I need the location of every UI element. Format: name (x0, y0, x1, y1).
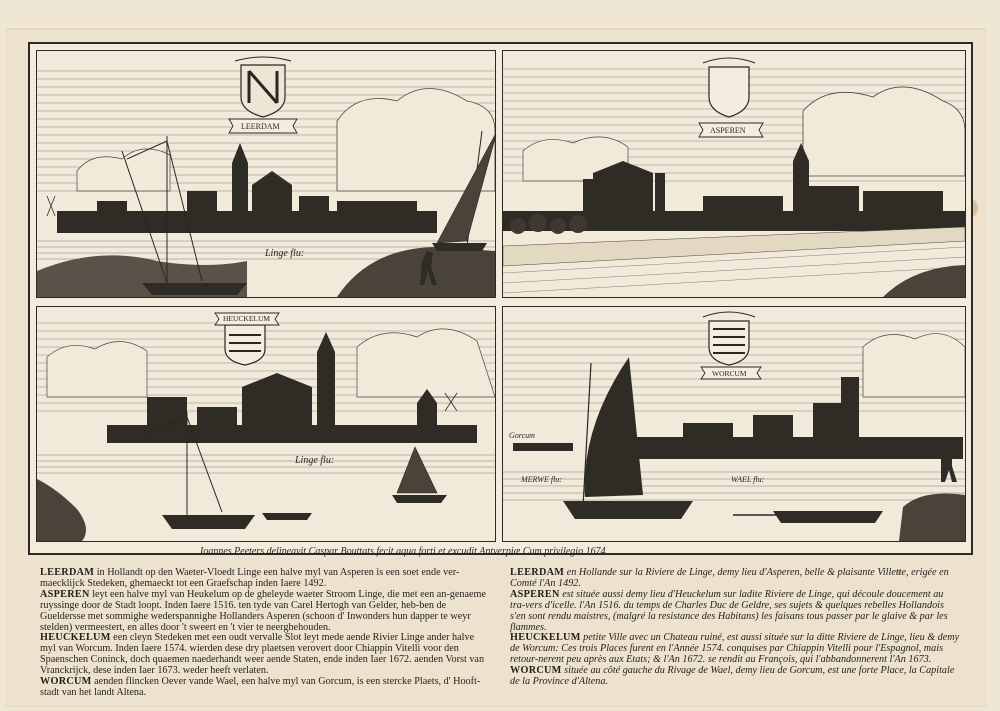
panel-heuckelum (36, 306, 496, 542)
dutch-head: HEUCKELUM (40, 632, 111, 644)
french-paragraph (510, 590, 960, 634)
leerdam-banner-text: LEERDAM (241, 122, 280, 131)
french-description (510, 568, 960, 688)
leerdam-view (37, 51, 495, 297)
dutch-head: ASPEREN (40, 588, 90, 600)
dutch-description (40, 568, 488, 699)
dutch-body: in Hollandt op den Waeter-Vloedt Linge een halve myl van Asperen is een soet ende ver-maecklijck Stedeken, ghemaeckt tot een Graefschap inden Iaere 1492. (40, 567, 460, 589)
dutch-paragraph (40, 677, 488, 699)
worcum-view (503, 307, 965, 541)
french-paragraph (510, 633, 960, 666)
panel-asperen (502, 50, 966, 298)
dutch-paragraph (40, 590, 488, 634)
asperen-banner-text: ASPEREN (710, 126, 746, 135)
french-body: petite Ville avec un Chateau ruiné, est aussi située sur la ditte Riviere de Linge, lieu & demy de Worcum: Ces trois Places furent en l'Année 1574. conquises par Chiappin Vitelli pour l'Espagnol, mais retour-nerent peu après aux Etats; & l'An 1672. se rendit au François, qui l'abbandonnerent l'An 1673. (510, 632, 960, 666)
leerdam-river-label: Linge flu: (265, 248, 305, 259)
french-paragraph (510, 568, 960, 590)
plate-imprint: Ioannes Peeters delineavit Caspar Bouttats fecit aqua forti et excudit Antverpiæ Cum privilegio 1674 (200, 546, 606, 557)
dutch-body: aenden flincken Oever vande Wael, een halve myl van Gorcum, is een stercke Plaets, d' Hooft-stadt van het landt Altena. (40, 676, 481, 698)
dutch-paragraph (40, 568, 488, 590)
french-head: ASPEREN (510, 588, 560, 600)
panel-worcum (502, 306, 966, 542)
asperen-view (503, 51, 965, 297)
worcum-label-gorcum: Gorcum (509, 431, 535, 440)
french-head: WORCUM (510, 665, 562, 677)
worcum-banner-text: WORCUM (712, 369, 747, 378)
engraved-plate (28, 42, 973, 555)
dutch-head: WORCUM (40, 676, 92, 688)
dutch-paragraph (40, 633, 488, 677)
heuckelum-banner-text: HEUCKELUM (223, 314, 271, 323)
french-head: LEERDAM (510, 567, 565, 578)
dutch-head: LEERDAM (40, 567, 95, 578)
french-body: est située aussi demy lieu d'Heuckelum sur ladite Riviere de Linge, qui découle doucement au tra-vers d'icelle. l'An 1516. du temps de Charles Duc de Geldre, ses sujets & quelques rebelles Hollandois s'en sont rendu maistres, (malgré la resistance des Habitans) les faisans tous passer par le glaive & par les flammes. (510, 588, 948, 633)
dutch-body: een cleyn Stedeken met een oudt vervalle Slot leyt mede aende Rivier Linge ander halve myl van Worcum. Inden Iaere 1574. wierden dese dry plaetsen verovert door Chiappin Vitelli voor den Spaenschen Coninck, doch quaemen naederhandt weer aende Staten, ende inden Iaer 1672. aenden Vorst van Vranckrijck, dese inden Iaer 1673. weder heeft verlaten. (40, 632, 485, 677)
leerdam-coat-of-arms (235, 57, 291, 117)
heuckelum-view (37, 307, 495, 541)
worcum-coat-of-arms (703, 312, 755, 365)
french-body: en Hollande sur la Riviere de Linge, demy lieu d'Asperen, belle & plaisante Villette, erigée en Comté l'An 1492. (510, 567, 949, 589)
heuckelum-coat-of-arms (225, 325, 265, 365)
worcum-label-wael: WAEL flu: (731, 475, 765, 484)
worcum-label-merwe: MERWE flu: (521, 475, 562, 484)
dutch-body: leyt een halve myl van Heukelum op de gheleyde waeter Stroom Linge, die met een an-genaeme ruyssinge door de Stadt loopt. Inden Iaere 1516. ten tyde van Carel Hertogh van Gelder, heb-ben de Gueldersse met sommighe wederspannighe Hollanders Asperen (schoon d' Inwonders hun dapper te weyr stelden) vermeestert, en alles door 't sweert en 't vier te neerghehouden. (40, 588, 486, 633)
panel-leerdam (36, 50, 496, 298)
heuckelum-river-label: Linge flu: (295, 455, 335, 466)
asperen-coat-of-arms (703, 58, 755, 117)
french-head: HEUCKELUM (510, 632, 581, 644)
french-paragraph (510, 666, 960, 688)
french-body: située au côté gauche du Rivage de Wael, demy lieu de Gorcum, est une forte Place, la Capitale de la Province d'Altena. (510, 665, 955, 688)
